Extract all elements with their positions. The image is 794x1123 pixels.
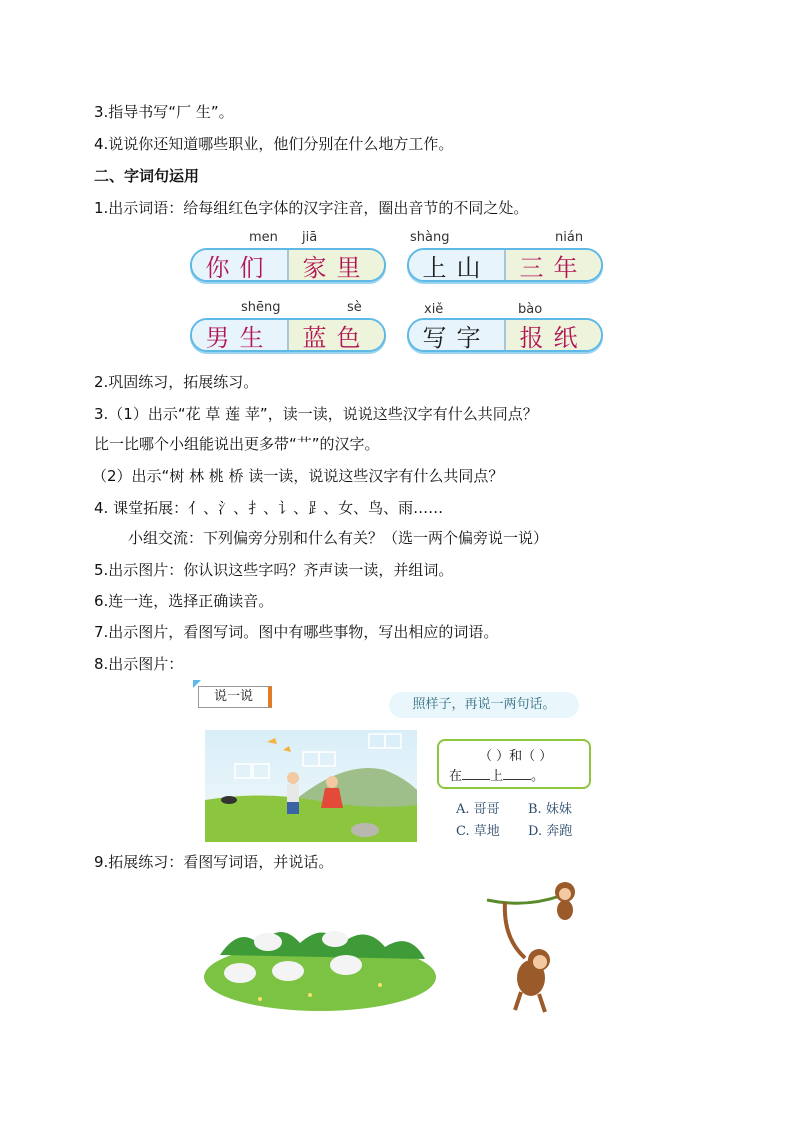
line-compare-groups: 比一比哪个小组能说出更多带“艹”的汉字。 <box>94 435 380 453</box>
option-a: A. 哥哥 <box>456 802 500 817</box>
blank-line <box>503 779 531 780</box>
pill-left <box>192 250 287 280</box>
flower-dot <box>308 993 312 997</box>
hint-text: 照样子，再说一两句话。 <box>412 697 556 712</box>
monkey-face <box>559 888 571 900</box>
hint-bubble <box>389 692 579 718</box>
boy-body <box>287 784 299 802</box>
sheep-shape <box>330 955 362 975</box>
option-b: B. 妹妹 <box>528 802 572 817</box>
word-pill-1 <box>190 248 386 282</box>
dog-shape <box>221 796 237 804</box>
pill-right <box>287 250 384 280</box>
pinyin-shang: shàng <box>410 230 450 245</box>
pattern-word: 。 <box>531 769 545 784</box>
pattern-line-1: （ ）和（ ） <box>479 749 553 764</box>
pill-word: 蓝色 <box>302 323 371 352</box>
line-2-practice: 2.巩固练习，拓展练习。 <box>94 373 259 391</box>
pill-left <box>409 320 504 350</box>
sheep-shape <box>322 931 348 947</box>
monkey-arm <box>505 902 525 958</box>
pinyin-bao: bào <box>518 302 543 317</box>
line-group-discussion: 小组交流：下列偏旁分别和什么有关？（选一两个偏旁说一说） <box>128 529 549 547</box>
line-8-show-picture: 8.出示图片： <box>94 655 184 673</box>
pill-word: 写字 <box>422 323 491 352</box>
pill-left <box>192 320 287 350</box>
monkeys-illustration <box>485 878 590 1018</box>
pill-word: 上山 <box>422 253 491 282</box>
meadow-illustration <box>205 730 417 842</box>
pill-right <box>504 250 601 280</box>
pattern-card <box>437 739 591 789</box>
line-9-extension: 9.拓展练习：看图写词语，并说话。 <box>94 853 334 871</box>
pattern-word: 在 <box>449 769 463 784</box>
pill-left <box>409 250 504 280</box>
line-4-jobs: 4.说说你还知道哪些职业，他们分别在什么地方工作。 <box>94 135 454 153</box>
pill-word: 家里 <box>302 253 371 282</box>
line-3-guide-writing: 3.指导书写“厂 生”。 <box>94 103 234 121</box>
line-4-class-extension: 4. 课堂拓展：亻、氵、扌、讠、⻊、女、鸟、雨…… <box>94 499 444 517</box>
pinyin-men: men <box>249 230 278 245</box>
sheep-shape <box>254 933 282 951</box>
flower-dot <box>258 997 262 1001</box>
line-3-2-wood-radical: （2）出示“树 林 桃 桥 读一读，说说这些汉字有什么共同点？ <box>92 467 504 485</box>
pill-word: 男生 <box>205 323 274 352</box>
pill-word: 报纸 <box>519 323 588 352</box>
boy-legs <box>287 802 299 814</box>
monkey-face <box>533 955 547 969</box>
sheep-shape <box>272 961 304 981</box>
vine-shape <box>487 896 560 903</box>
pinyin-sheng: shēng <box>241 300 281 315</box>
pinyin-nian: nián <box>555 230 584 245</box>
speak-tag <box>198 686 272 708</box>
girl-head <box>326 776 338 788</box>
sheep-shape <box>224 963 256 983</box>
line-1-show-words: 1.出示词语：给每组红色字体的汉字注音，圈出音节的不同之处。 <box>94 199 529 217</box>
line-7-write-words: 7.出示图片，看图写词。图中有哪些事物，写出相应的词语。 <box>94 623 499 641</box>
pinyin-jia: jiā <box>302 230 318 245</box>
monkey-body <box>557 900 573 920</box>
word-pill-2 <box>407 248 603 282</box>
speak-tag-label: 说一说 <box>213 689 253 704</box>
pinyin-se: sè <box>347 300 362 315</box>
pill-word: 你们 <box>205 253 274 282</box>
pattern-word: 上 <box>490 769 504 784</box>
word-pill-3 <box>190 318 386 352</box>
flower-dot <box>378 983 382 987</box>
corner-mark <box>193 680 201 688</box>
word-pill-4 <box>407 318 603 352</box>
boy-head <box>287 772 299 784</box>
line-6-connect: 6.连一连，选择正确读音。 <box>94 592 274 610</box>
sheep-meadow-illustration <box>200 915 440 1015</box>
bushes-shape <box>220 932 425 959</box>
option-c: C. 草地 <box>456 824 500 839</box>
option-d: D. 奔跑 <box>528 824 573 839</box>
rock-shape <box>351 823 379 837</box>
line-3-1-grass-radical: 3.（1）出示“花 草 莲 苹”，读一读，说说这些汉字有什么共同点？ <box>94 405 538 423</box>
section-heading-2: 二、字词句运用 <box>94 167 200 185</box>
pill-right <box>287 320 384 350</box>
line-5-show-pictures: 5.出示图片：你认识这些字吗？齐声读一读，并组词。 <box>94 561 454 579</box>
pill-word: 三年 <box>519 253 588 282</box>
blank-line <box>462 779 490 780</box>
pill-right <box>504 320 601 350</box>
pinyin-xie: xiě <box>424 302 444 317</box>
pattern-line-2 <box>449 765 544 784</box>
